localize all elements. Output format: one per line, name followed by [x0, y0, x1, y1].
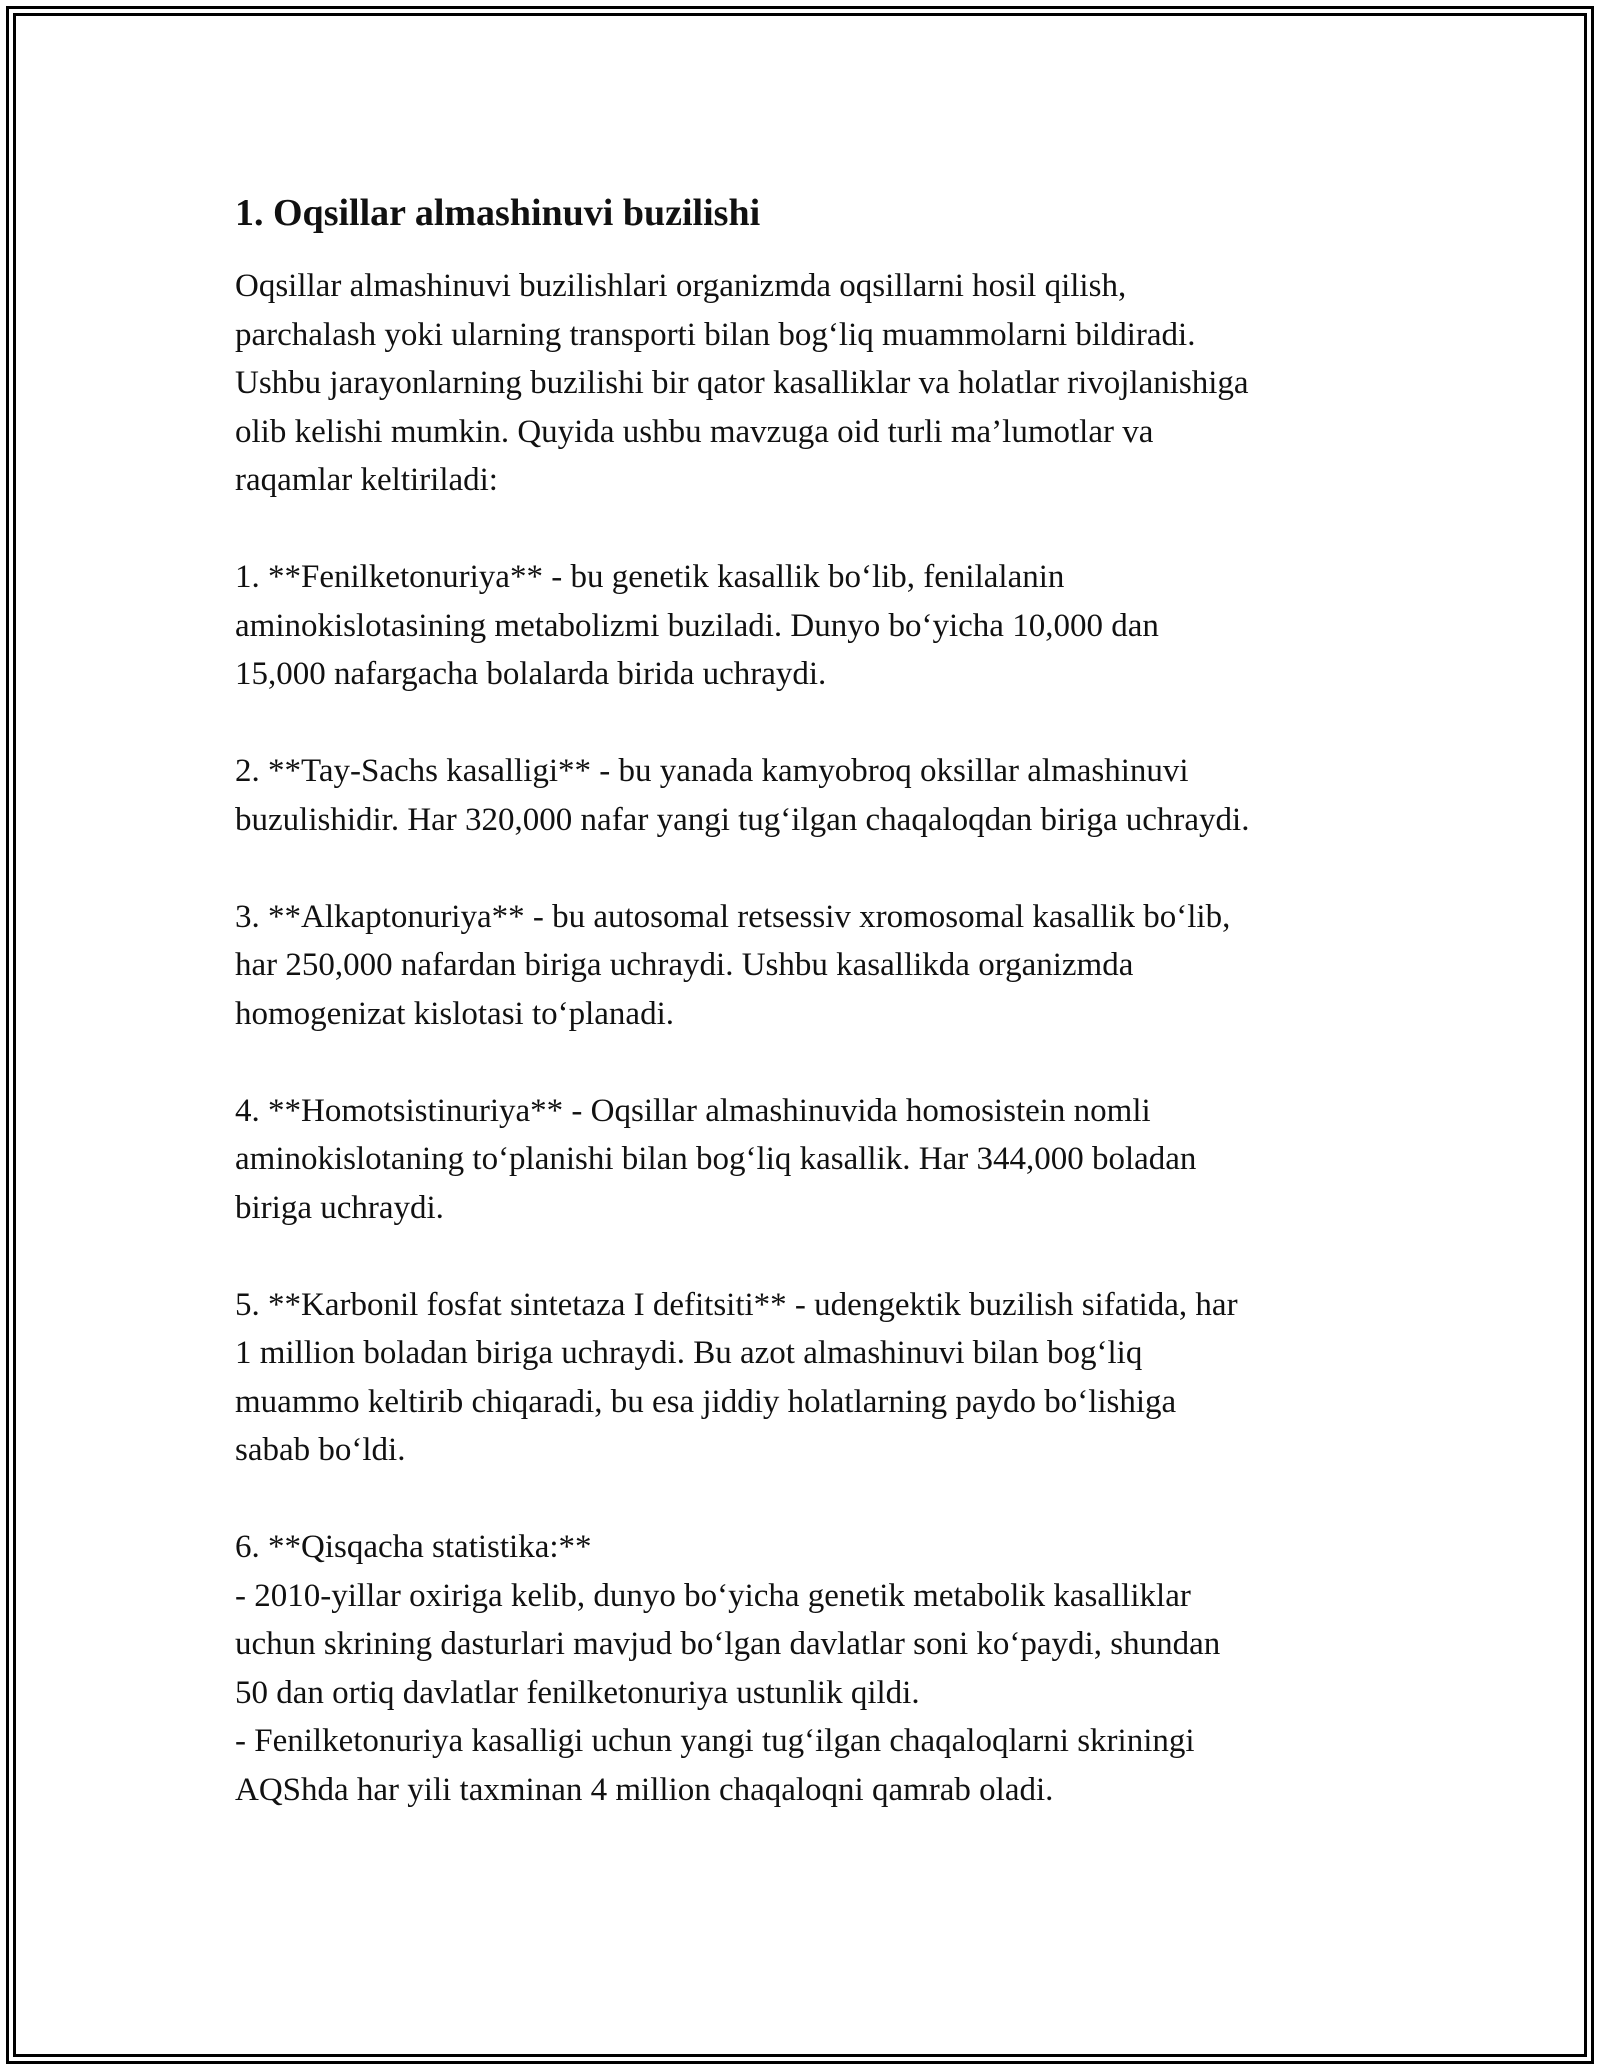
- list-item: 5. **Karbonil fosfat sintetaza I defitsiti** - udengektik buzilish sifatida, har 1 million boladan biriga uchraydi. Bu azot almashinuvi bilan bog‘liq muammo keltirib chiqaradi, bu esa jiddiy holatlarning paydo bo‘lishiga sabab bo‘ldi.: [235, 1286, 1238, 1468]
- section-heading: 1. Oqsillar almashinuvi buzilishi: [235, 192, 761, 234]
- list-item: 2. **Tay-Sachs kasalligi** - bu yanada kamyobroq oksillar almashinuvi buzulishidir. Har 320,000 nafar yangi tug‘ilgan chaqaloqdan biriga uchraydi.: [235, 753, 1250, 838]
- list-item: 1. **Fenilketonuriya** - bu genetik kasallik bo‘lib, fenilalanin aminokislotasining metabolizmi buziladi. Dunyo bo‘yicha 10,000 dan 15,000 nafargacha bolalarda birida uchraydi.: [235, 559, 1159, 692]
- intro-paragraph: Oqsillar almashinuvi buzilishlari organizmda oqsillarni hosil qilish, parchalash yoki ularning transporti bilan bog‘liq muammolarni bildiradi. Ushbu jarayonlarning buzilishi bir qator kasalliklar va holatlar rivojlanishiga olib kelishi mumkin. Quyida ushbu mavzuga oid turli ma’lumotlar va raqamlar keltiriladi:: [235, 268, 1249, 498]
- list-item: 4. **Homotsistinuriya** - Oqsillar almashinuvida homosistein nomli aminokislotaning to‘planishi bilan bog‘liq kasallik. Har 344,000 boladan biriga uchraydi.: [235, 1092, 1197, 1226]
- list-item-statistics: 6. **Qisqacha statistika:** - 2010-yillar oxiriga kelib, dunyo bo‘yicha genetik metabolik kasalliklar uchun skrining dasturlari mavjud bo‘lgan davlatlar soni ko‘paydi, shundan 50 dan ortiq davlatlar fenilketonuriya ustunlik qildi. - Fenilketonuriya kasalligi uchun yangi tug‘ilgan chaqaloqlarni skriningi AQShda har yili taxminan 4 million chaqaloqni qamrab oladi.: [235, 1529, 1221, 1808]
- list-item: 3. **Alkaptonuriya** - bu autosomal retsessiv xromosomal kasallik bo‘lib, har 250,000 nafardan biriga uchraydi. Ushbu kasallikda organizmda homogenizat kislotasi to‘planadi.: [235, 898, 1231, 1032]
- document-body: [235, 186, 1385, 1814]
